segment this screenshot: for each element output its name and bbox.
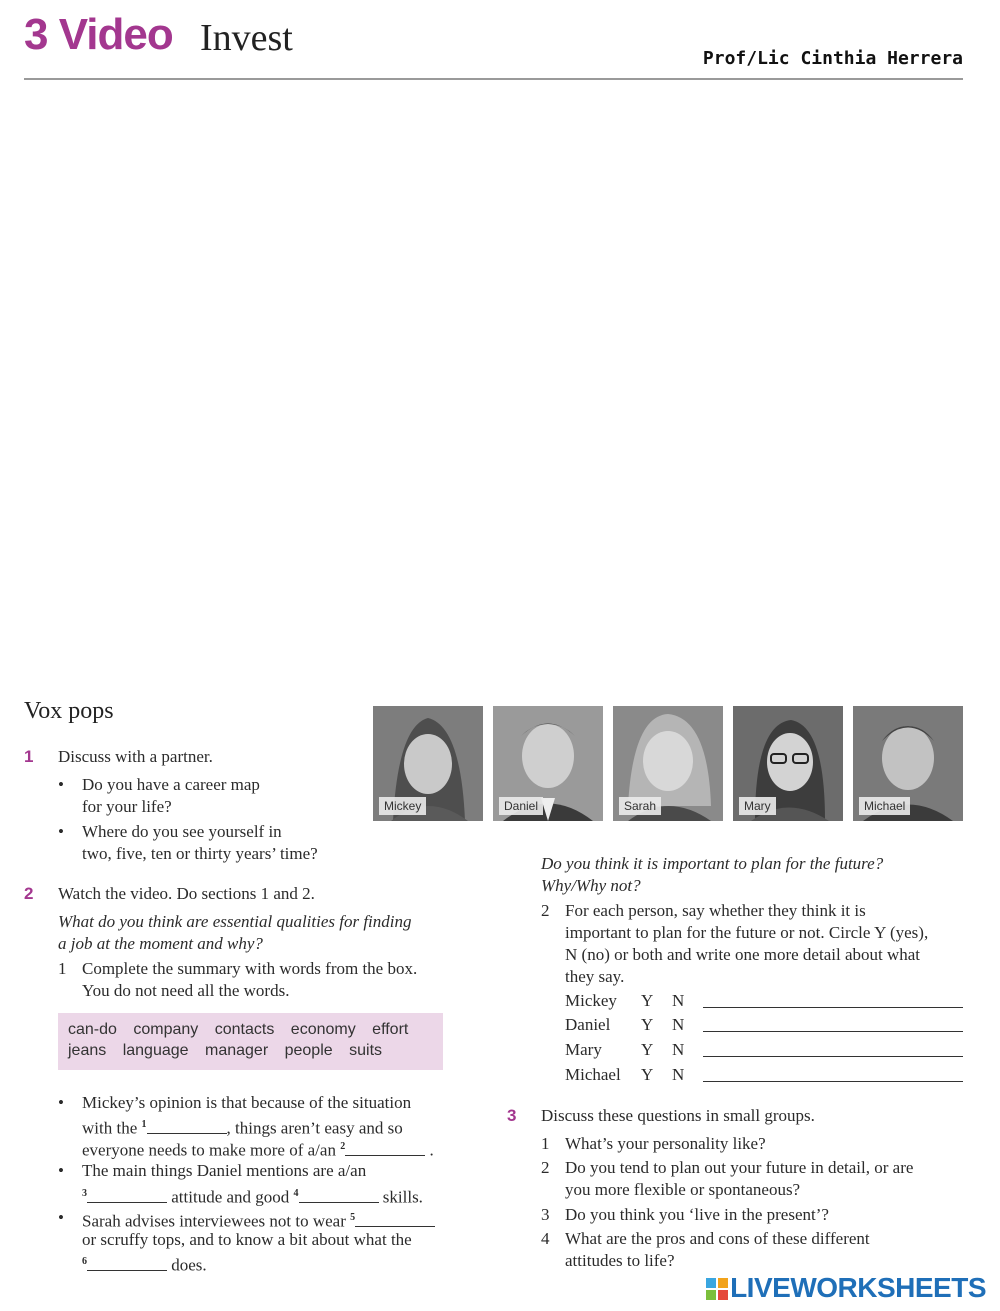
summary-line: $^3$ attitude and good $^4$ skills.	[82, 1187, 423, 1207]
item-line: Do you tend to plan out your future in detail, or are	[565, 1158, 914, 1177]
item-number: 2	[541, 1158, 550, 1177]
gap-4-input[interactable]	[299, 1188, 379, 1203]
subexercise-line: important to plan for the future or not. Circle Y (yes),	[565, 923, 929, 942]
photo-daniel	[493, 706, 603, 821]
summary-line: Mickey’s opinion is that because of the situation	[82, 1093, 412, 1112]
bullet-line: for your life?	[82, 797, 172, 816]
gap-number: 6	[82, 1256, 87, 1267]
gap-number: 5	[350, 1212, 356, 1223]
bullet: •	[58, 1208, 64, 1227]
no-option[interactable]: N	[672, 1015, 685, 1034]
author-name: Prof/Lic Cinthia Herrera	[702, 48, 963, 69]
subexercise-line: Complete the summary with words from the box.	[82, 959, 418, 978]
exercise-number: 1	[24, 747, 34, 766]
person-name: Mary	[565, 1040, 602, 1059]
subexercise-line: For each person, say whether they think it is	[565, 901, 866, 920]
detail-input[interactable]	[703, 1056, 963, 1057]
item-line: What are the pros and cons of these different	[565, 1229, 870, 1248]
exercise-number: 2	[24, 884, 34, 903]
bullet: •	[58, 822, 64, 841]
no-option[interactable]: N	[672, 991, 685, 1010]
person-name: Daniel	[565, 1015, 611, 1034]
detail-input[interactable]	[703, 1081, 963, 1082]
section-title: Vox pops	[24, 698, 114, 724]
word: economy	[290, 1021, 356, 1038]
detail-input[interactable]	[703, 1007, 963, 1008]
summary-line: everyone needs to make more of a/an $^2$ .	[82, 1140, 434, 1160]
gap-6-input[interactable]	[87, 1256, 167, 1271]
summary-line: The main things Daniel mentions are a/an	[82, 1161, 367, 1180]
photo-label-michael: Michael	[859, 797, 910, 815]
question-line: a job at the moment and why?	[58, 934, 263, 953]
gap-1-input[interactable]	[147, 1119, 227, 1134]
yes-option[interactable]: Y	[641, 1015, 654, 1034]
word: contacts	[214, 1021, 275, 1038]
item-number: 3	[541, 1205, 550, 1224]
unit-label: 3 Video	[24, 10, 173, 59]
photo-mickey	[373, 706, 483, 821]
bullet: •	[58, 775, 64, 794]
item-line: attitudes to life?	[565, 1251, 675, 1270]
word-box	[58, 1013, 443, 1070]
word: suits	[349, 1042, 383, 1059]
photo-label-daniel: Daniel	[499, 797, 543, 815]
yes-option[interactable]: Y	[641, 991, 654, 1010]
no-option[interactable]: N	[672, 1040, 685, 1059]
person-name: Mickey	[565, 991, 617, 1010]
item-line: What’s your personality like?	[565, 1134, 766, 1153]
subexercise-number: 1	[58, 959, 67, 978]
exercise-instruction: Watch the video. Do sections 1 and 2.	[58, 884, 315, 903]
word: can-do	[68, 1021, 117, 1038]
item-number: 4	[541, 1229, 550, 1248]
subexercise-line: N (no) or both and write one more detail about what	[565, 945, 921, 964]
gap-3-input[interactable]	[87, 1188, 167, 1203]
bullet-line: Where do you see yourself in	[82, 822, 282, 841]
yes-option[interactable]: Y	[641, 1065, 654, 1084]
bullet-line: Do you have a career map	[82, 775, 260, 794]
gap-number: 4	[293, 1188, 299, 1199]
subexercise-line: they say.	[565, 967, 625, 986]
gap-number: 1	[141, 1119, 147, 1130]
exercise-number: 3	[507, 1106, 517, 1125]
summary-line: Sarah advises interviewees not to wear $^5$	[82, 1207, 435, 1233]
question-line: What do you think are essential qualities for finding	[58, 912, 412, 931]
word: language	[122, 1042, 189, 1059]
bullet: •	[58, 1161, 64, 1180]
item-number: 1	[541, 1134, 550, 1153]
brand-name: LIVEWORKSHEETS	[730, 1272, 986, 1303]
photo-mary	[733, 706, 843, 821]
word: effort	[372, 1021, 409, 1038]
word: company	[133, 1021, 199, 1038]
liveworksheets-icon	[706, 1278, 728, 1300]
word: people	[284, 1042, 333, 1059]
word: jeans	[68, 1042, 107, 1059]
yes-option[interactable]: Y	[641, 1040, 654, 1059]
liveworksheets-logo	[706, 1272, 986, 1304]
gap-number: 2	[340, 1141, 346, 1152]
summary-line: or scruffy tops, and to know a bit about what the	[82, 1230, 412, 1249]
exercise-instruction: Discuss with a partner.	[58, 747, 213, 766]
question-line: Do you think it is important to plan for the future?	[541, 854, 884, 873]
word: manager	[205, 1042, 269, 1059]
photo-label-mickey: Mickey	[379, 797, 426, 815]
subexercise-number: 2	[541, 901, 550, 920]
bullet: •	[58, 1093, 64, 1112]
photo-label-sarah: Sarah	[619, 797, 661, 815]
photo-label-mary: Mary	[739, 797, 776, 815]
summary-line: $^6$ does.	[82, 1255, 207, 1275]
question-line: Why/Why not?	[541, 876, 641, 895]
gap-number: 3	[82, 1188, 87, 1199]
photo-michael	[853, 706, 963, 821]
gap-5-input[interactable]	[355, 1212, 435, 1227]
item-line: you more flexible or spontaneous?	[565, 1180, 801, 1199]
summary-line: with the $^1$ , things aren’t easy and so	[82, 1118, 403, 1138]
bullet-line: two, five, ten or thirty years’ time?	[82, 844, 318, 863]
person-name: Michael	[565, 1065, 621, 1084]
exercise-instruction: Discuss these questions in small groups.	[541, 1106, 815, 1125]
header-divider	[24, 78, 963, 80]
page-title: Invest	[200, 17, 293, 59]
subexercise-line: You do not need all the words.	[82, 981, 290, 1000]
gap-2-input[interactable]	[345, 1141, 425, 1156]
detail-input[interactable]	[703, 1031, 963, 1032]
item-line: Do you think you ‘live in the present’?	[565, 1205, 829, 1224]
photo-sarah	[613, 706, 723, 821]
no-option[interactable]: N	[672, 1065, 685, 1084]
